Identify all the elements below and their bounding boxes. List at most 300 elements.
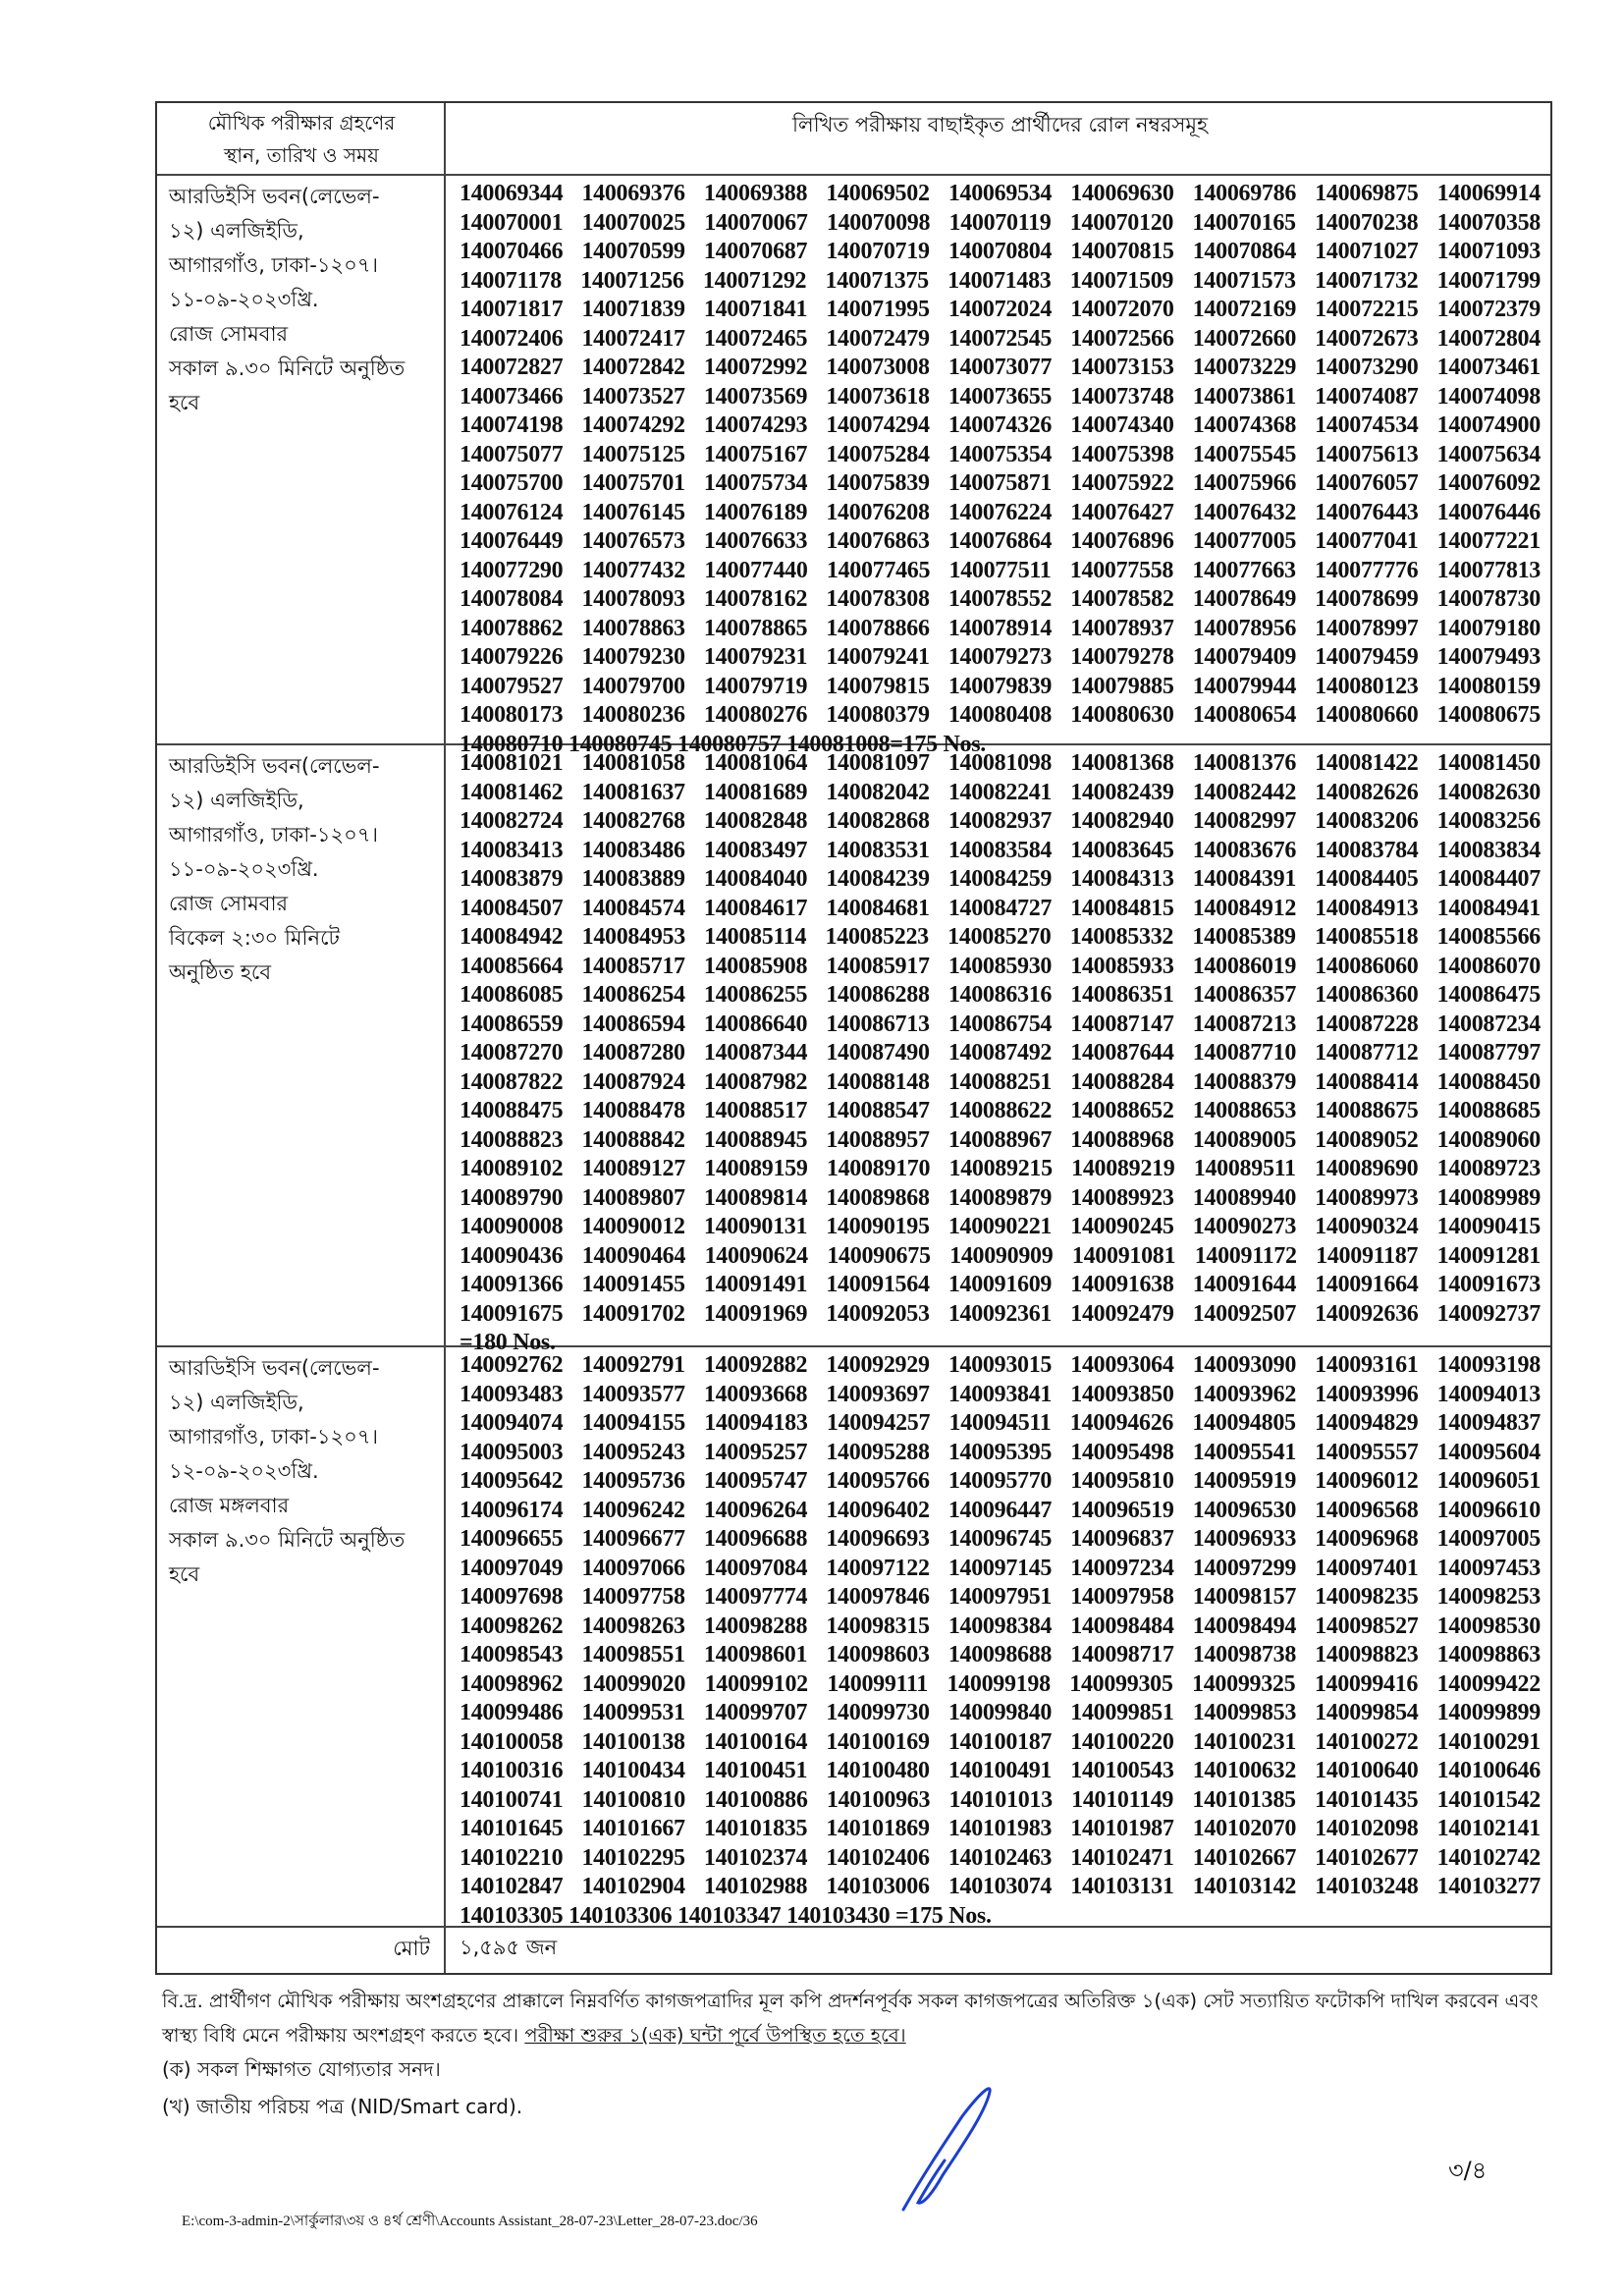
roll-number: 140070001	[460, 209, 564, 236]
roll-number: 140073466	[460, 383, 564, 410]
roll-number-line	[460, 411, 1541, 441]
roll-number: 140071995	[826, 297, 930, 322]
roll-number: 140096402	[826, 1497, 930, 1523]
roll-number-line	[460, 1155, 1541, 1184]
roll-number: 140093668	[703, 1381, 808, 1407]
roll-number: 140097234	[1070, 1555, 1174, 1581]
roll-number-line	[460, 296, 1541, 325]
roll-number: 140103131	[1070, 1874, 1174, 1899]
roll-number: 140091644	[1192, 1272, 1297, 1297]
roll-number: 140099198	[947, 1670, 1051, 1697]
roll-number: 140102677	[1315, 1844, 1419, 1871]
roll-number: 140091491	[703, 1272, 808, 1297]
roll-number: 140075634	[1436, 441, 1541, 467]
header-venue	[157, 103, 446, 174]
roll-number: 140072406	[460, 325, 564, 352]
roll-number: 140086594	[581, 1011, 685, 1037]
roll-number: 140094013	[1436, 1381, 1541, 1407]
roll-number: 140083256	[1436, 808, 1541, 834]
roll-number: 140073748	[1070, 383, 1174, 410]
roll-number: 140089005	[1192, 1126, 1297, 1153]
roll-number: 140096242	[581, 1497, 685, 1523]
roll-number-line	[460, 1613, 1541, 1642]
roll-number: 140081058	[581, 750, 685, 776]
roll-number: 140084912	[1192, 895, 1297, 921]
roll-number: 140098527	[1315, 1613, 1419, 1639]
roll-number: 140077221	[1436, 528, 1541, 554]
roll-number: 140084953	[581, 924, 685, 950]
roll-number: 140088675	[1315, 1098, 1419, 1123]
roll-number: 140087982	[703, 1068, 808, 1095]
roll-number: 140088284	[1070, 1068, 1174, 1095]
roll-number-line	[460, 1497, 1541, 1526]
roll-number: 140091675	[460, 1300, 564, 1327]
roll-number: 140097122	[826, 1555, 930, 1581]
roll-number: 140100741	[460, 1786, 564, 1813]
roll-number: 140089159	[704, 1156, 808, 1181]
roll-number: 140088967	[947, 1126, 1053, 1153]
roll-number: 140100187	[947, 1728, 1053, 1755]
roll-number: 140101869	[826, 1816, 930, 1841]
roll-number-line: 140080710 140080745 140080757 140081008=175 Nos.	[460, 731, 986, 757]
roll-number: 140084507	[460, 895, 564, 921]
roll-number: 140092882	[703, 1352, 808, 1378]
roll-number: 140084727	[947, 895, 1053, 921]
roll-number: 140097453	[1436, 1555, 1541, 1581]
roll-number: 140101667	[581, 1816, 685, 1841]
roll-number: 140091638	[1070, 1272, 1174, 1297]
roll-number: 140090415	[1436, 1214, 1541, 1239]
roll-number: 140081097	[826, 750, 930, 776]
roll-number: 140093841	[947, 1381, 1053, 1407]
roll-number: 140088685	[1436, 1098, 1541, 1123]
roll-number: 140080408	[947, 702, 1053, 728]
roll-number: 140087490	[826, 1040, 930, 1066]
roll-number: 140069875	[1315, 181, 1419, 206]
roll-number: 140098157	[1192, 1584, 1297, 1610]
roll-number: 140099840	[947, 1700, 1053, 1725]
roll-number: 140073527	[581, 383, 685, 410]
roll-number: 140100316	[460, 1758, 564, 1783]
roll-number: 140088450	[1436, 1068, 1541, 1095]
header-venue-line: স্থান, তারিখ ও সময়	[224, 143, 379, 167]
roll-number: 140093996	[1315, 1381, 1419, 1407]
roll-number: 140088547	[826, 1098, 930, 1123]
roll-number: 140083834	[1436, 837, 1541, 863]
roll-number-line	[460, 865, 1541, 895]
venue-cell	[157, 1347, 446, 1926]
roll-number: 140069630	[1070, 181, 1174, 206]
roll-number: 140096012	[1315, 1468, 1419, 1494]
roll-number: 140085389	[1192, 924, 1296, 950]
roll-number: 140084913	[1315, 895, 1419, 921]
venue-line: আগারগাঁও, ঢাকা-১২০৭।	[169, 253, 378, 277]
roll-number: 140087147	[1070, 1011, 1174, 1037]
note-underlined: পরীক্ষা শুরুর ১(এক) ঘন্টা পূর্বে উপস্থিত হতে হবে।	[524, 2024, 906, 2047]
roll-number: 140090909	[949, 1242, 1054, 1269]
roll-number: 140077465	[826, 557, 931, 583]
roll-number: 140100491	[947, 1758, 1053, 1783]
roll-number: 140095288	[826, 1439, 930, 1465]
roll-number: 140096447	[947, 1497, 1053, 1523]
roll-number: 140071027	[1315, 239, 1419, 264]
roll-number: 140069534	[947, 181, 1053, 206]
roll-number: 140079231	[703, 644, 808, 670]
roll-number: 140069388	[703, 181, 808, 206]
roll-number: 140100646	[1436, 1758, 1541, 1783]
roll-number: 140098530	[1436, 1613, 1541, 1639]
roll-number: 140072804	[1436, 325, 1541, 352]
roll-number: 140091366	[460, 1272, 564, 1297]
venue-line: আরডিইসি ভবন(লেভেল-	[169, 185, 380, 208]
roll-number: 140102742	[1436, 1844, 1541, 1871]
roll-number: 140080660	[1315, 702, 1419, 728]
roll-number: 140088148	[826, 1068, 930, 1095]
roll-number: 140082241	[947, 779, 1053, 805]
roll-number: 140098863	[1436, 1642, 1541, 1667]
roll-number: 140099111	[827, 1670, 928, 1697]
roll-number: 140075125	[581, 441, 685, 467]
roll-number-line	[460, 469, 1541, 499]
roll-number: 140090221	[947, 1214, 1053, 1239]
roll-number: 140098253	[1436, 1584, 1541, 1610]
roll-number: 140090273	[1192, 1214, 1297, 1239]
roll-number: 140079459	[1315, 644, 1419, 670]
roll-number: 140091664	[1315, 1272, 1419, 1297]
roll-number: 140076145	[581, 499, 685, 525]
roll-number: 140079273	[947, 644, 1053, 670]
roll-number: 140095604	[1436, 1439, 1541, 1465]
roll-number-line	[460, 673, 1541, 702]
signature-icon	[884, 2077, 1031, 2214]
roll-number: 140084574	[581, 895, 685, 921]
roll-number: 140094626	[1069, 1410, 1174, 1436]
roll-number: 140093577	[581, 1381, 685, 1407]
roll-number: 140097084	[703, 1555, 808, 1581]
roll-number: 140077813	[1436, 557, 1541, 583]
roll-number: 140070687	[703, 239, 808, 264]
roll-number: 140079719	[703, 673, 808, 699]
roll-number: 140088653	[1192, 1098, 1297, 1123]
roll-number: 140101983	[947, 1816, 1053, 1841]
venue-line: ১২-০৯-২০২৩খ্রি.	[169, 1459, 319, 1483]
roll-number: 140091702	[581, 1300, 685, 1327]
roll-number: 140099102	[704, 1670, 808, 1697]
roll-number-line	[460, 953, 1541, 982]
roll-number: 140084259	[947, 866, 1053, 892]
roll-number: 140069344	[460, 181, 564, 206]
roll-number: 140096051	[1436, 1468, 1541, 1494]
roll-number: 140070815	[1070, 239, 1174, 264]
roll-number-line: =180 Nos.	[460, 1330, 556, 1355]
roll-number: 140072673	[1315, 325, 1419, 352]
roll-number: 140089060	[1436, 1126, 1541, 1153]
roll-number: 140082937	[947, 808, 1053, 834]
roll-number: 140089127	[581, 1156, 685, 1181]
roll-number: 140084815	[1070, 895, 1174, 921]
roll-number: 140097005	[1436, 1526, 1541, 1552]
roll-number: 140077558	[1069, 557, 1174, 583]
roll-number: 140074292	[581, 412, 685, 438]
roll-number: 140085566	[1436, 924, 1541, 950]
roll-number: 140075839	[826, 470, 930, 496]
roll-number: 140072992	[703, 355, 808, 380]
required-doc-item: (খ) জাতীয় পরিচয় পত্র (NID/Smart card).	[162, 2095, 523, 2118]
roll-number-line	[460, 1184, 1541, 1214]
table-row-block-3	[157, 1345, 1550, 1929]
roll-number-line	[460, 499, 1541, 528]
roll-number: 140071093	[1436, 239, 1541, 264]
roll-number-line	[460, 1786, 1541, 1816]
roll-number: 140082868	[826, 808, 930, 834]
roll-number-line	[460, 749, 1541, 779]
roll-number: 140090324	[1315, 1214, 1419, 1239]
roll-number: 140089690	[1315, 1156, 1419, 1181]
roll-number: 140085664	[460, 953, 564, 979]
roll-number: 140079409	[1192, 644, 1297, 670]
roll-number: 140070466	[460, 239, 564, 264]
roll-number-line	[460, 1126, 1541, 1156]
roll-number: 140096610	[1436, 1497, 1541, 1523]
roll-number: 140100231	[1192, 1728, 1297, 1755]
roll-number: 140096745	[947, 1526, 1053, 1552]
roll-number: 140088478	[581, 1098, 685, 1123]
roll-number: 140087822	[460, 1068, 564, 1095]
roll-number: 140081021	[460, 750, 564, 776]
roll-number: 140069786	[1192, 181, 1297, 206]
venue-cell	[157, 745, 446, 1345]
roll-number: 140080159	[1436, 673, 1541, 699]
roll-number: 140091455	[581, 1272, 685, 1297]
roll-number-line	[460, 383, 1541, 412]
roll-number: 140087712	[1315, 1040, 1419, 1066]
roll-number: 140082940	[1070, 808, 1174, 834]
roll-number: 140088517	[703, 1098, 808, 1123]
venue-line: হবে	[169, 1562, 200, 1586]
roll-number: 140097846	[826, 1584, 930, 1610]
roll-number: 140094837	[1436, 1410, 1541, 1436]
roll-number: 140100169	[826, 1728, 930, 1755]
total-value: ১,৫৯৫ জন	[460, 1936, 558, 1959]
venue-line: আগারগাঁও, ঢাকা-১২০৭।	[169, 823, 378, 847]
roll-number: 140076092	[1436, 470, 1541, 496]
roll-number: 140102904	[581, 1874, 685, 1899]
roll-number: 140071509	[1069, 267, 1174, 294]
roll-number: 140089814	[703, 1184, 808, 1211]
roll-number: 140100480	[826, 1758, 930, 1783]
roll-number: 140087492	[947, 1040, 1053, 1066]
roll-number: 140085933	[1070, 953, 1174, 979]
table-header	[157, 103, 1550, 174]
roll-number: 140075284	[826, 441, 930, 467]
roll-number: 140089102	[460, 1156, 564, 1181]
roll-number: 140087797	[1436, 1040, 1541, 1066]
roll-number-line	[460, 1068, 1541, 1098]
venue-line: ১২) এলজিইডি,	[169, 219, 304, 243]
roll-number-line	[460, 1844, 1541, 1874]
roll-number: 140070358	[1436, 209, 1541, 236]
roll-number: 140093198	[1436, 1352, 1541, 1378]
roll-number: 140078863	[581, 615, 685, 641]
roll-number: 140095747	[703, 1468, 808, 1494]
roll-number: 140089940	[1192, 1184, 1297, 1211]
roll-number: 140095642	[460, 1468, 564, 1494]
roll-number: 140080379	[826, 702, 930, 728]
roll-number: 140077511	[948, 557, 1052, 583]
roll-number: 140078308	[826, 586, 930, 612]
roll-number: 140099851	[1070, 1700, 1174, 1725]
roll-number: 140078730	[1436, 586, 1541, 612]
roll-number: 140085332	[1069, 924, 1174, 950]
roll-number: 140070864	[1192, 239, 1297, 264]
roll-number: 140072070	[1070, 297, 1174, 322]
roll-number: 140100272	[1315, 1728, 1419, 1755]
roll-number: 140091172	[1194, 1242, 1297, 1269]
roll-number: 140073461	[1436, 355, 1541, 380]
roll-number: 140088379	[1192, 1068, 1297, 1095]
roll-number: 140089989	[1436, 1184, 1541, 1211]
roll-number: 140083531	[826, 837, 930, 863]
roll-number: 140095257	[703, 1439, 808, 1465]
roll-number: 140087228	[1315, 1011, 1419, 1037]
roll-number: 140072479	[826, 325, 930, 352]
roll-number: 140095498	[1070, 1439, 1174, 1465]
roll-number: 140072024	[947, 297, 1053, 322]
roll-number: 140094074	[460, 1410, 564, 1436]
roll-number: 140073569	[703, 383, 808, 410]
roll-number: 140080173	[460, 702, 564, 728]
roll-number: 140084942	[460, 924, 564, 950]
roll-number: 140089170	[826, 1156, 931, 1181]
venue-line: ১১-০৯-২০২৩খ্রি.	[169, 857, 319, 881]
roll-number: 140095766	[826, 1468, 930, 1494]
roll-number: 140086351	[1070, 982, 1174, 1008]
roll-number: 140090195	[826, 1214, 930, 1239]
venue-line: সকাল ৯.৩০ মিনিটে অনুষ্ঠিত	[169, 356, 406, 380]
roll-number: 140076443	[1315, 499, 1419, 525]
venue-line: আরডিইসি ভবন(লেভেল-	[169, 754, 380, 778]
note-paragraph	[162, 1984, 1556, 2052]
roll-number: 140072660	[1192, 325, 1297, 352]
roll-number: 140085114	[704, 924, 807, 950]
venue-line: ১১-০৯-২০২৩খ্রি.	[169, 288, 319, 311]
roll-number: 140102406	[826, 1844, 930, 1871]
header-venue-line: মৌখিক পরীক্ষার গ্রহণের	[207, 111, 396, 135]
roll-number: 140097774	[703, 1584, 808, 1610]
roll-number: 140100220	[1070, 1728, 1174, 1755]
roll-number: 140087234	[1436, 1011, 1541, 1037]
roll-number-line	[460, 1728, 1541, 1758]
roll-number-line	[460, 615, 1541, 644]
roll-number: 140075398	[1070, 441, 1174, 467]
table-row-block-2	[157, 743, 1550, 1355]
venue-line: রোজ মঙ্গলবার	[169, 1494, 290, 1517]
roll-number-line: 140103305 140103306 140103347 140103430 =175 Nos.	[460, 1902, 992, 1929]
roll-number: 140084040	[703, 866, 808, 892]
roll-number: 140098962	[460, 1670, 564, 1697]
roll-number: 140098551	[581, 1642, 685, 1667]
total-row	[157, 1926, 1550, 1973]
roll-number-line	[460, 1271, 1541, 1300]
roll-number: 140089973	[1315, 1184, 1419, 1211]
roll-number-line	[460, 981, 1541, 1011]
roll-number-line	[460, 325, 1541, 355]
roll-number: 140078866	[826, 615, 930, 641]
roll-number-line	[460, 1351, 1541, 1381]
roll-number: 140092929	[826, 1352, 930, 1378]
roll-number: 140089511	[1193, 1156, 1296, 1181]
roll-number: 140082630	[1436, 779, 1541, 805]
roll-number: 140085223	[825, 924, 929, 950]
roll-number-line	[460, 923, 1541, 953]
roll-number: 140096933	[1192, 1526, 1297, 1552]
roll-number: 140072215	[1315, 297, 1419, 322]
roll-number: 140074900	[1436, 412, 1541, 438]
roll-number: 140086070	[1436, 953, 1541, 979]
roll-number: 140088475	[460, 1098, 564, 1123]
roll-number: 140091564	[826, 1272, 930, 1297]
roll-number: 140103277	[1436, 1874, 1541, 1899]
roll-number: 140099730	[826, 1700, 930, 1725]
roll-number: 140098603	[826, 1642, 930, 1667]
roll-number: 140073655	[947, 383, 1053, 410]
roll-number: 140075734	[703, 470, 808, 496]
roll-number: 140088823	[460, 1126, 564, 1153]
roll-number: 140101149	[1071, 1786, 1174, 1813]
roll-number: 140075701	[581, 470, 685, 496]
roll-number: 140080236	[581, 702, 685, 728]
roll-number: 140096530	[1192, 1497, 1297, 1523]
roll-number: 140098384	[947, 1613, 1053, 1639]
roll-number-table	[155, 101, 1552, 1975]
roll-number-line	[460, 209, 1541, 239]
roll-number: 140079815	[826, 673, 930, 699]
roll-number: 140097698	[460, 1584, 564, 1610]
roll-number: 140071178	[460, 267, 562, 294]
roll-number: 140079700	[581, 673, 685, 699]
roll-number: 140102141	[1436, 1816, 1541, 1841]
roll-number: 140073618	[826, 383, 930, 410]
roll-number: 140078084	[460, 586, 564, 612]
venue-line: সকাল ৯.৩০ মিনিটে অনুষ্ঠিত	[169, 1528, 406, 1552]
roll-number: 140099422	[1436, 1670, 1541, 1697]
roll-number-line	[460, 1873, 1541, 1902]
roll-number: 140090012	[581, 1214, 685, 1239]
roll-number: 140097299	[1192, 1555, 1297, 1581]
roll-number: 140103074	[947, 1874, 1053, 1899]
roll-number: 140073153	[1070, 355, 1174, 380]
roll-number: 140077005	[1192, 528, 1297, 554]
roll-number: 140090675	[827, 1242, 931, 1269]
roll-number: 140091609	[947, 1272, 1053, 1297]
roll-number: 140089790	[460, 1184, 564, 1211]
roll-number-line	[460, 238, 1541, 267]
roll-number: 140078865	[703, 615, 808, 641]
roll-number: 140093850	[1070, 1381, 1174, 1407]
venue-cell	[157, 176, 446, 743]
roll-number: 140072169	[1192, 297, 1297, 322]
roll-number: 140098262	[460, 1613, 564, 1639]
roll-number: 140075613	[1315, 441, 1419, 467]
roll-number: 140077776	[1315, 557, 1419, 583]
roll-number-line	[460, 1641, 1541, 1670]
roll-number-line	[460, 527, 1541, 557]
venue-line: রোজ সোমবার	[169, 322, 289, 346]
roll-number: 140098235	[1315, 1584, 1419, 1610]
roll-number: 140083784	[1315, 837, 1419, 863]
roll-number: 140072827	[460, 355, 564, 380]
roll-number: 140079278	[1070, 644, 1174, 670]
